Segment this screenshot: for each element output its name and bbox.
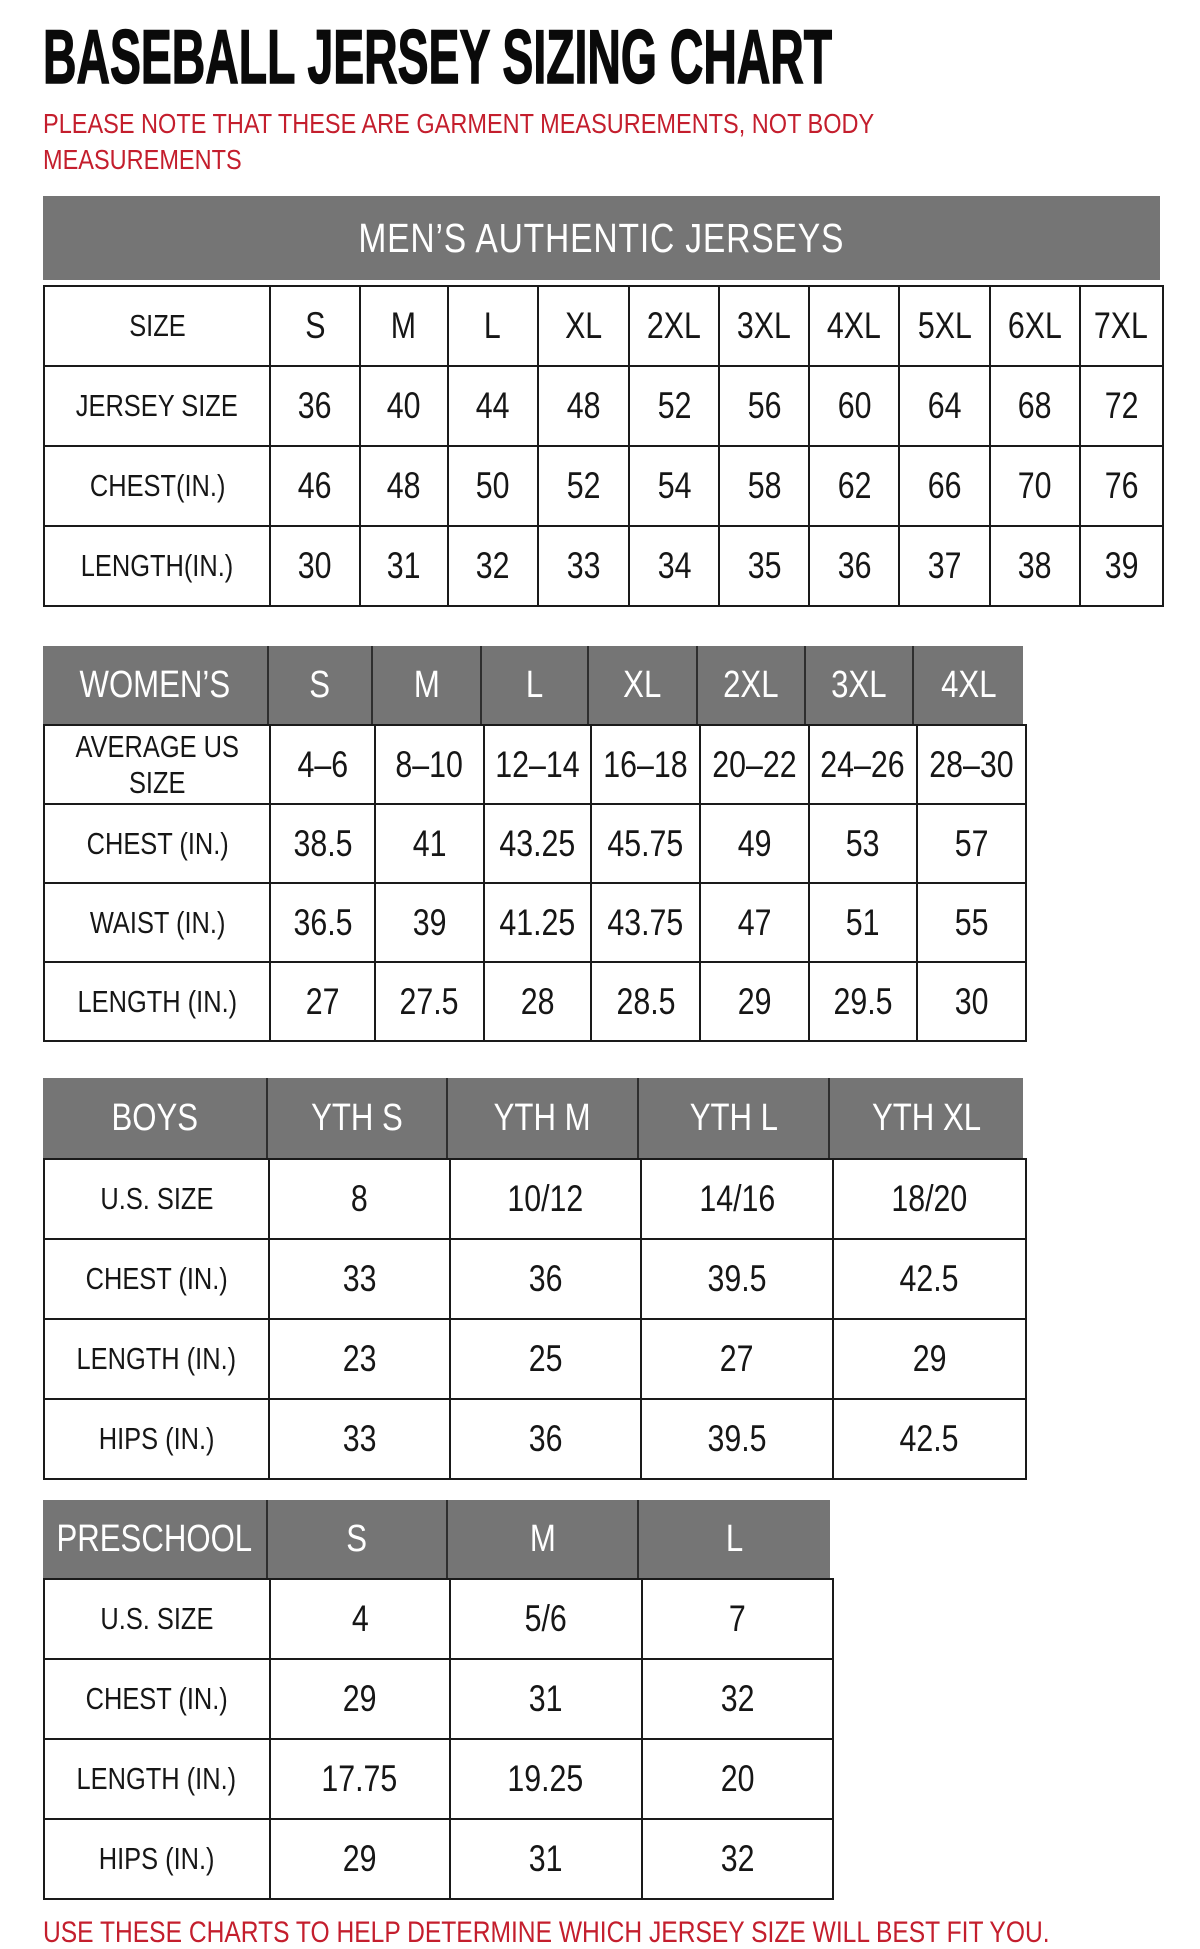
size-value: 39 bbox=[412, 901, 447, 943]
row-label-text: CHEST(IN.) bbox=[89, 468, 225, 503]
size-value-cell bbox=[990, 366, 1080, 446]
size-value-cell bbox=[1080, 366, 1163, 446]
size-value-cell bbox=[833, 1399, 1026, 1479]
size-value-cell bbox=[375, 804, 484, 883]
size-value-cell bbox=[484, 962, 591, 1041]
size-value-cell bbox=[917, 725, 1026, 804]
size-value: 42.5 bbox=[899, 1258, 959, 1299]
size-value-cell bbox=[591, 804, 700, 883]
table-row bbox=[44, 804, 1026, 883]
size-value: 32 bbox=[720, 1838, 755, 1879]
table-row bbox=[44, 1819, 833, 1899]
column-header-cell bbox=[270, 286, 359, 366]
size-value: 19.25 bbox=[507, 1758, 584, 1799]
size-value: 52 bbox=[657, 385, 691, 426]
size-value-cell bbox=[375, 883, 484, 962]
size-value: 32 bbox=[720, 1678, 755, 1719]
header-label: 2XL bbox=[723, 663, 779, 706]
size-value: 29.5 bbox=[833, 980, 893, 1022]
size-value: 10/12 bbox=[507, 1178, 584, 1219]
size-value: 60 bbox=[837, 385, 872, 426]
row-label bbox=[44, 804, 270, 883]
row-label-text: LENGTH (IN.) bbox=[77, 983, 238, 1019]
size-value: 28–30 bbox=[929, 743, 1014, 785]
size-value-cell bbox=[833, 1319, 1026, 1399]
header-label: 7XL bbox=[1094, 305, 1149, 346]
size-value: 5/6 bbox=[524, 1598, 567, 1639]
size-value-cell bbox=[641, 1319, 832, 1399]
header-label: S bbox=[304, 305, 326, 346]
size-value: 4–6 bbox=[297, 743, 348, 785]
table-row bbox=[44, 1239, 1026, 1319]
size-value-cell bbox=[450, 1399, 641, 1479]
size-value-cell bbox=[990, 526, 1080, 606]
column-header-cell bbox=[268, 1500, 448, 1578]
size-value: 30 bbox=[954, 980, 989, 1022]
size-value: 68 bbox=[1017, 385, 1052, 426]
header-label: S bbox=[346, 1517, 368, 1560]
header-label: 4XL bbox=[940, 663, 997, 706]
size-value-cell bbox=[591, 725, 700, 804]
size-value: 57 bbox=[954, 822, 989, 864]
column-header-cell bbox=[629, 286, 719, 366]
header-label: YTH L bbox=[689, 1096, 778, 1139]
size-value: 46 bbox=[298, 465, 332, 506]
row-label bbox=[44, 1739, 270, 1819]
size-value: 29 bbox=[342, 1678, 377, 1719]
column-header-cell bbox=[268, 1078, 448, 1158]
row-label bbox=[44, 962, 270, 1041]
size-value-cell bbox=[809, 725, 917, 804]
table-row bbox=[44, 1319, 1026, 1399]
size-value-cell bbox=[899, 366, 989, 446]
size-value-cell bbox=[809, 446, 899, 526]
row-label bbox=[44, 446, 270, 526]
size-value-cell bbox=[270, 1659, 450, 1739]
size-value: 36.5 bbox=[293, 901, 353, 943]
size-value: 41 bbox=[412, 822, 447, 864]
size-value-cell bbox=[700, 962, 808, 1041]
footer-note: USE THESE CHARTS TO HELP DETERMINE WHICH JERSEY SIZE WILL BEST FIT YOU. bbox=[43, 1916, 1050, 1949]
row-label bbox=[44, 366, 270, 446]
column-header-cell bbox=[482, 646, 589, 724]
size-value: 70 bbox=[1017, 465, 1052, 506]
size-value-cell bbox=[270, 725, 374, 804]
row-label-text: HIPS (IN.) bbox=[98, 1421, 215, 1456]
table-row bbox=[44, 962, 1026, 1041]
size-value-cell bbox=[809, 526, 899, 606]
size-value-cell bbox=[484, 725, 591, 804]
size-value: 43.75 bbox=[607, 901, 684, 943]
size-value: 27 bbox=[720, 1338, 754, 1379]
size-value-cell bbox=[269, 1319, 449, 1399]
size-value-cell bbox=[641, 1159, 832, 1239]
header-label: 4XL bbox=[827, 305, 882, 346]
mens-table-banner bbox=[43, 196, 1160, 280]
mens-sizing-table bbox=[43, 196, 1200, 607]
column-header-cell bbox=[698, 646, 806, 724]
size-value: 43.25 bbox=[499, 822, 576, 864]
size-value-cell bbox=[809, 883, 917, 962]
size-value-cell bbox=[641, 1239, 832, 1319]
size-value-cell bbox=[450, 1579, 641, 1659]
row-label-text: AVERAGE US SIZE bbox=[75, 728, 239, 800]
column-header-cell bbox=[639, 1500, 830, 1578]
size-value: 31 bbox=[386, 545, 421, 586]
table-row bbox=[44, 1739, 833, 1819]
size-value: 66 bbox=[927, 465, 962, 506]
row-label bbox=[44, 883, 270, 962]
size-value-cell bbox=[719, 526, 809, 606]
size-value: 50 bbox=[475, 465, 510, 506]
size-value: 55 bbox=[954, 901, 989, 943]
size-value-cell bbox=[642, 1579, 834, 1659]
size-value: 4 bbox=[351, 1598, 369, 1639]
size-value-cell bbox=[375, 725, 484, 804]
column-header-cell bbox=[269, 646, 373, 724]
size-value-cell bbox=[899, 446, 989, 526]
size-value: 44 bbox=[475, 385, 510, 426]
row-label-text: LENGTH (IN.) bbox=[76, 1341, 237, 1376]
header-label: 2XL bbox=[647, 305, 702, 346]
size-value-cell bbox=[448, 526, 538, 606]
size-value-cell bbox=[719, 446, 809, 526]
size-value: 40 bbox=[386, 385, 421, 426]
sizing-grid bbox=[43, 1158, 1027, 1480]
size-value: 20–22 bbox=[712, 743, 797, 785]
row-label bbox=[44, 1319, 269, 1399]
size-value-cell bbox=[641, 1399, 832, 1479]
column-header-cell bbox=[806, 646, 914, 724]
size-value: 17.75 bbox=[321, 1758, 398, 1799]
size-value: 35 bbox=[747, 545, 782, 586]
header-label: PRESCHOOL bbox=[56, 1517, 253, 1560]
size-value-cell bbox=[591, 962, 700, 1041]
header-label: 5XL bbox=[917, 305, 972, 346]
size-value: 76 bbox=[1104, 465, 1139, 506]
header-label: M bbox=[529, 1517, 556, 1560]
size-value-cell bbox=[899, 526, 989, 606]
row-label bbox=[44, 1819, 270, 1899]
row-label-text: CHEST (IN.) bbox=[86, 825, 229, 861]
size-value: 29 bbox=[342, 1838, 377, 1879]
boys-header-row bbox=[43, 1078, 1023, 1158]
header-label: S bbox=[309, 663, 331, 706]
size-value: 30 bbox=[298, 545, 332, 586]
size-value-cell bbox=[270, 804, 374, 883]
size-value: 47 bbox=[737, 901, 772, 943]
column-header-cell bbox=[589, 646, 698, 724]
size-value-cell bbox=[833, 1239, 1026, 1319]
row-label bbox=[44, 1399, 269, 1479]
size-value-cell bbox=[375, 962, 484, 1041]
size-value: 38 bbox=[1017, 545, 1052, 586]
size-value-cell bbox=[538, 526, 629, 606]
size-value: 34 bbox=[657, 545, 691, 586]
size-value-cell bbox=[700, 725, 808, 804]
size-value-cell bbox=[270, 962, 374, 1041]
size-value: 20 bbox=[720, 1758, 755, 1799]
preschool-sizing-table bbox=[43, 1500, 1200, 1900]
size-value: 39.5 bbox=[707, 1258, 767, 1299]
size-value: 33 bbox=[342, 1258, 377, 1299]
size-value-cell bbox=[809, 804, 917, 883]
size-value: 36 bbox=[528, 1258, 563, 1299]
group-label-cell bbox=[43, 1078, 268, 1158]
group-label-cell bbox=[43, 1500, 268, 1578]
column-header-cell bbox=[719, 286, 809, 366]
row-label-text: LENGTH (IN.) bbox=[76, 1761, 237, 1796]
column-header-cell bbox=[914, 646, 1023, 724]
size-value-cell bbox=[360, 526, 448, 606]
header-label: XL bbox=[623, 663, 662, 706]
size-value: 45.75 bbox=[607, 822, 684, 864]
size-value-cell bbox=[917, 804, 1026, 883]
size-value-cell bbox=[450, 1819, 641, 1899]
header-label: 6XL bbox=[1007, 305, 1062, 346]
row-label bbox=[44, 526, 270, 606]
size-value-cell bbox=[642, 1739, 834, 1819]
size-value: 33 bbox=[342, 1418, 377, 1459]
size-value-cell bbox=[484, 883, 591, 962]
group-label-cell bbox=[43, 646, 269, 724]
size-value: 8–10 bbox=[395, 743, 464, 785]
size-value: 25 bbox=[528, 1338, 563, 1379]
column-header-cell bbox=[373, 646, 482, 724]
size-value: 39.5 bbox=[707, 1418, 767, 1459]
column-header-cell bbox=[44, 286, 270, 366]
size-value: 56 bbox=[747, 385, 782, 426]
header-label: L bbox=[525, 663, 544, 706]
header-label: BOYS bbox=[111, 1096, 198, 1139]
size-value-cell bbox=[1080, 446, 1163, 526]
row-label-text: LENGTH(IN.) bbox=[80, 548, 234, 583]
size-value-cell bbox=[642, 1819, 834, 1899]
table-row bbox=[44, 1399, 1026, 1479]
size-value-cell bbox=[484, 804, 591, 883]
row-label bbox=[44, 725, 270, 804]
table-row bbox=[44, 725, 1026, 804]
row-label-text: U.S. SIZE bbox=[100, 1181, 214, 1216]
size-value: 48 bbox=[566, 385, 601, 426]
size-value: 41.25 bbox=[499, 901, 576, 943]
row-label-text: JERSEY SIZE bbox=[76, 388, 239, 423]
size-value-cell bbox=[700, 883, 808, 962]
size-value: 36 bbox=[298, 385, 332, 426]
column-header-cell bbox=[639, 1078, 830, 1158]
column-header-cell bbox=[1080, 286, 1163, 366]
row-label bbox=[44, 1659, 270, 1739]
column-header-cell bbox=[360, 286, 448, 366]
table-row bbox=[44, 1659, 833, 1739]
size-value-cell bbox=[990, 446, 1080, 526]
header-label: L bbox=[484, 305, 502, 346]
header-label: 3XL bbox=[737, 305, 792, 346]
row-label-text: CHEST (IN.) bbox=[85, 1261, 228, 1296]
size-value-cell bbox=[269, 1159, 449, 1239]
header-label: XL bbox=[564, 305, 602, 346]
header-label: YTH XL bbox=[871, 1096, 982, 1139]
preschool-header-row bbox=[43, 1500, 830, 1578]
size-value: 48 bbox=[386, 465, 421, 506]
size-value-cell bbox=[629, 526, 719, 606]
header-label: L bbox=[725, 1517, 744, 1560]
size-value: 54 bbox=[657, 465, 691, 506]
row-label bbox=[44, 1239, 269, 1319]
size-value: 24–26 bbox=[820, 743, 905, 785]
header-label: YTH S bbox=[311, 1096, 403, 1139]
size-value-cell bbox=[270, 1579, 450, 1659]
size-value: 7 bbox=[728, 1598, 746, 1639]
header-label: YTH M bbox=[494, 1096, 591, 1139]
size-value-cell bbox=[269, 1399, 449, 1479]
header-label: 3XL bbox=[831, 663, 887, 706]
page-title: BASEBALL JERSEY SIZING CHART bbox=[43, 15, 833, 100]
header-label: M bbox=[413, 663, 440, 706]
size-value-cell bbox=[833, 1159, 1026, 1239]
boys-sizing-table bbox=[43, 1078, 1200, 1480]
size-value-cell bbox=[809, 366, 899, 446]
column-header-cell bbox=[448, 1500, 639, 1578]
header-label: SIZE bbox=[128, 308, 186, 343]
header-row bbox=[44, 286, 1163, 366]
column-header-cell bbox=[990, 286, 1080, 366]
size-value: 33 bbox=[566, 545, 601, 586]
size-value-cell bbox=[538, 366, 629, 446]
size-value: 27.5 bbox=[399, 980, 459, 1022]
womens-header-row bbox=[43, 646, 1023, 724]
row-label-text: CHEST (IN.) bbox=[85, 1681, 228, 1716]
size-value: 64 bbox=[927, 385, 962, 426]
size-value: 18/20 bbox=[891, 1178, 968, 1219]
size-value-cell bbox=[360, 366, 448, 446]
size-value: 49 bbox=[737, 822, 772, 864]
womens-sizing-table bbox=[43, 646, 1200, 1042]
size-value: 31 bbox=[528, 1678, 563, 1719]
size-value: 52 bbox=[566, 465, 601, 506]
size-value: 42.5 bbox=[899, 1418, 959, 1459]
size-value-cell bbox=[270, 366, 359, 446]
size-value: 16–18 bbox=[603, 743, 688, 785]
size-value: 28.5 bbox=[616, 980, 676, 1022]
size-value-cell bbox=[269, 1239, 449, 1319]
size-value-cell bbox=[450, 1239, 641, 1319]
size-value: 37 bbox=[927, 545, 962, 586]
size-value: 39 bbox=[1104, 545, 1139, 586]
size-value-cell bbox=[270, 1739, 450, 1819]
size-value-cell bbox=[629, 446, 719, 526]
size-value: 8 bbox=[351, 1178, 369, 1219]
size-value: 36 bbox=[528, 1418, 563, 1459]
size-value-cell bbox=[1080, 526, 1163, 606]
size-value-cell bbox=[917, 883, 1026, 962]
size-value-cell bbox=[538, 446, 629, 526]
size-value: 72 bbox=[1104, 385, 1139, 426]
column-header-cell bbox=[448, 1078, 639, 1158]
row-label bbox=[44, 1159, 269, 1239]
size-value-cell bbox=[360, 446, 448, 526]
size-value-cell bbox=[450, 1659, 641, 1739]
row-label-text: HIPS (IN.) bbox=[98, 1841, 215, 1876]
size-value-cell bbox=[448, 366, 538, 446]
garment-measurement-note: PLEASE NOTE THAT THESE ARE GARMENT MEASUREMENTS, NOT BODY MEASUREMENTS bbox=[43, 108, 874, 175]
column-header-cell bbox=[448, 286, 538, 366]
size-value-cell bbox=[270, 883, 374, 962]
table-row bbox=[44, 1579, 833, 1659]
header-label: WOMEN’S bbox=[79, 663, 231, 706]
size-value-cell bbox=[450, 1159, 641, 1239]
size-value-cell bbox=[448, 446, 538, 526]
size-value: 12–14 bbox=[495, 743, 580, 785]
size-value-cell bbox=[270, 446, 359, 526]
sizing-grid bbox=[43, 724, 1027, 1042]
column-header-cell bbox=[899, 286, 989, 366]
size-value-cell bbox=[270, 526, 359, 606]
row-label-text: U.S. SIZE bbox=[100, 1601, 214, 1636]
size-value-cell bbox=[809, 962, 917, 1041]
size-value: 53 bbox=[845, 822, 880, 864]
size-value: 27 bbox=[305, 980, 340, 1022]
size-value: 36 bbox=[837, 545, 872, 586]
table-row bbox=[44, 526, 1163, 606]
size-value-cell bbox=[450, 1739, 641, 1819]
size-value-cell bbox=[270, 1819, 450, 1899]
size-value: 62 bbox=[837, 465, 872, 506]
size-value-cell bbox=[700, 804, 808, 883]
column-header-cell bbox=[830, 1078, 1023, 1158]
table-row bbox=[44, 1159, 1026, 1239]
size-value-cell bbox=[917, 962, 1026, 1041]
size-value-cell bbox=[450, 1319, 641, 1399]
mens-banner-label: MEN’S AUTHENTIC JERSEYS bbox=[358, 214, 845, 261]
size-value-cell bbox=[642, 1659, 834, 1739]
size-value: 14/16 bbox=[698, 1178, 775, 1219]
sizing-grid bbox=[43, 285, 1164, 607]
column-header-cell bbox=[538, 286, 629, 366]
row-label-text: WAIST (IN.) bbox=[89, 904, 226, 940]
size-value-cell bbox=[629, 366, 719, 446]
size-value: 28 bbox=[520, 980, 555, 1022]
size-value: 51 bbox=[845, 901, 880, 943]
size-value: 32 bbox=[475, 545, 510, 586]
size-value: 29 bbox=[737, 980, 772, 1022]
table-row bbox=[44, 883, 1026, 962]
table-row bbox=[44, 366, 1163, 446]
size-value: 38.5 bbox=[293, 822, 353, 864]
table-row bbox=[44, 446, 1163, 526]
header-label: M bbox=[390, 305, 417, 346]
size-value: 23 bbox=[342, 1338, 377, 1379]
size-value: 29 bbox=[912, 1338, 947, 1379]
column-header-cell bbox=[809, 286, 899, 366]
size-value: 31 bbox=[528, 1838, 563, 1879]
size-value-cell bbox=[591, 883, 700, 962]
size-value-cell bbox=[719, 366, 809, 446]
size-value: 58 bbox=[747, 465, 782, 506]
sizing-grid bbox=[43, 1578, 834, 1900]
row-label bbox=[44, 1579, 270, 1659]
